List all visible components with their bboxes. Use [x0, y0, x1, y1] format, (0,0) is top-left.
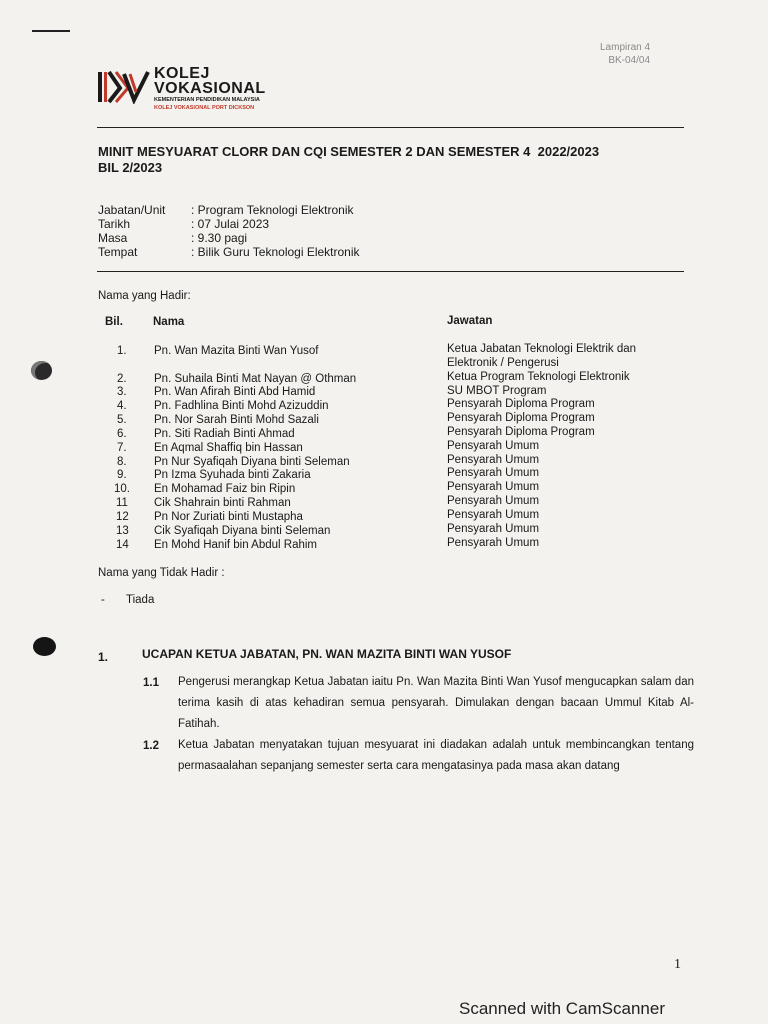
row-bil: 5.	[117, 414, 127, 426]
row-nama: Pn. Wan Mazita Binti Wan Yusof	[154, 345, 319, 357]
row-nama: Pn Nor Zuriati binti Mustapha	[154, 511, 303, 523]
row-bil: 7.	[117, 442, 127, 454]
row-bil: 10.	[114, 483, 130, 495]
info-key: Masa	[98, 231, 128, 245]
page-number: 1	[674, 957, 681, 972]
info-row	[98, 245, 360, 259]
row-nama: Pn. Siti Radiah Binti Ahmad	[154, 428, 295, 440]
row-bil: 6.	[117, 428, 127, 440]
lampiran-line1: Lampiran 4	[600, 42, 651, 53]
row-jawatan: Pensyarah Umum	[447, 481, 540, 493]
header-bil: Bil.	[105, 316, 123, 328]
item-1-2-text: Ketua Jabatan menyatakan tujuan mesyuarat ini diadakan adalah untuk membincangkan tentang permasaalahan sepanjang semester serta cara mengatasinya pada masa akan datang	[178, 739, 694, 772]
header-divider	[97, 127, 684, 128]
info-key: Tempat	[98, 245, 138, 259]
document-title	[98, 144, 599, 176]
row-nama: En Mohamad Faiz bin Ripin	[154, 483, 296, 495]
row-jawatan: SU MBOT Program	[447, 385, 547, 397]
logo-college: KOLEJ VOKASIONAL PORT DICKSON	[154, 105, 255, 111]
punch-hole-top	[31, 361, 52, 380]
info-key: Tarikh	[98, 217, 131, 231]
row-bil: 3.	[117, 386, 127, 398]
info-divider	[97, 271, 684, 272]
title-line1: MINIT MESYUARAT CLORR DAN CQI SEMESTER 2 DAN SEMESTER 4 2022/2023	[98, 144, 600, 159]
header-jawatan: Jawatan	[447, 315, 493, 327]
row-bil: 4.	[117, 400, 127, 412]
hadir-label: Nama yang Hadir:	[98, 290, 191, 302]
row-jawatan: Pensyarah Umum	[447, 454, 540, 466]
row-jawatan: Ketua Jabatan Teknologi Elektrik dan	[447, 343, 637, 355]
info-row	[98, 217, 360, 231]
info-value: : 9.30 pagi	[191, 231, 248, 245]
info-value: : Bilik Guru Teknologi Elektronik	[191, 245, 360, 259]
row-nama: Cik Shahrain binti Rahman	[154, 497, 291, 509]
row-jawatan: Pensyarah Diploma Program	[447, 426, 595, 438]
row-bil: 14	[116, 539, 129, 551]
row-nama: Pn. Suhaila Binti Mat Nayan @ Othman	[154, 373, 357, 385]
row-bil: 8.	[117, 456, 127, 468]
logo-line2: VOKASIONAL	[154, 80, 266, 97]
item-1-2-number: 1.2	[143, 740, 159, 752]
row-nama: Pn. Wan Afirah Binti Abd Hamid	[154, 386, 316, 398]
meeting-info	[98, 203, 360, 259]
item-1-1-number: 1.1	[143, 677, 159, 689]
punch-hole-bottom	[33, 637, 56, 656]
section1-number: 1.	[98, 650, 109, 664]
camscanner-watermark: Scanned with CamScanner	[459, 999, 666, 1018]
lampiran-line2: BK-04/04	[608, 55, 651, 66]
row-bil: 13	[116, 525, 129, 537]
row-bil: 2.	[117, 373, 127, 385]
row-jawatan: Pensyarah Umum	[447, 537, 540, 549]
row-bil: 9.	[117, 469, 127, 481]
logo-line1: KOLEJ	[154, 65, 210, 82]
info-row	[98, 203, 360, 217]
tidak-hadir-value: Tiada	[126, 594, 155, 606]
row-nama: Pn Nur Syafiqah Diyana binti Seleman	[154, 456, 350, 468]
row-nama: En Aqmal Shaffiq bin Hassan	[154, 442, 303, 454]
row-jawatan: Pensyarah Diploma Program	[447, 398, 595, 410]
row-nama: Pn. Nor Sarah Binti Mohd Sazali	[154, 414, 319, 426]
row-jawatan: Pensyarah Umum	[447, 495, 540, 507]
row-nama: Pn Izma Syuhada binti Zakaria	[154, 469, 311, 481]
row-bil: 1.	[117, 345, 127, 357]
title-line2: BIL 2/2023	[98, 160, 163, 175]
tidak-hadir-label: Nama yang Tidak Hadir :	[98, 567, 225, 579]
header-nama: Nama	[153, 316, 185, 328]
row-nama: Cik Syafiqah Diyana binti Seleman	[154, 525, 331, 537]
item-1-1-text: Pengerusi merangkap Ketua Jabatan iaitu Pn. Wan Mazita Binti Wan Yusof mengucapkan salam dan terima kasih di atas kehadiran semua pensyarah. Dimulakan dengan bacaan Ummul Kitab Al-Fatihah.	[178, 676, 694, 730]
kv-logo-icon	[98, 68, 152, 104]
info-value: : Program Teknologi Elektronik	[191, 203, 354, 217]
row-jawatan: Ketua Program Teknologi Elektronik	[447, 371, 630, 383]
info-row	[98, 231, 360, 245]
info-key: Jabatan/Unit	[98, 203, 166, 217]
row-nama: En Mohd Hanif bin Abdul Rahim	[154, 539, 318, 551]
lampiran-label	[600, 41, 650, 67]
tidak-hadir-dash: -	[101, 594, 105, 606]
info-value: : 07 Julai 2023	[191, 217, 270, 231]
row-nama: Pn. Fadhlina Binti Mohd Azizuddin	[154, 400, 329, 412]
section1-title: UCAPAN KETUA JABATAN, PN. WAN MAZITA BINTI WAN YUSOF	[142, 647, 512, 661]
scan-dash-mark	[32, 30, 70, 32]
row-jawatan: Pensyarah Umum	[447, 440, 540, 452]
row-jawatan: Pensyarah Umum	[447, 523, 540, 535]
row-jawatan: Pensyarah Umum	[447, 467, 540, 479]
kolej-vokasional-logo	[98, 66, 298, 114]
row-bil: 11	[116, 497, 128, 509]
row-jawatan: Pensyarah Umum	[447, 509, 540, 521]
logo-ministry: KEMENTERIAN PENDIDIKAN MALAYSIA	[154, 97, 260, 103]
row-jawatan: Pensyarah Diploma Program	[447, 412, 595, 424]
row-bil: 12	[116, 511, 129, 523]
row-jawatan-line2: Elektronik / Pengerusi	[447, 357, 559, 369]
